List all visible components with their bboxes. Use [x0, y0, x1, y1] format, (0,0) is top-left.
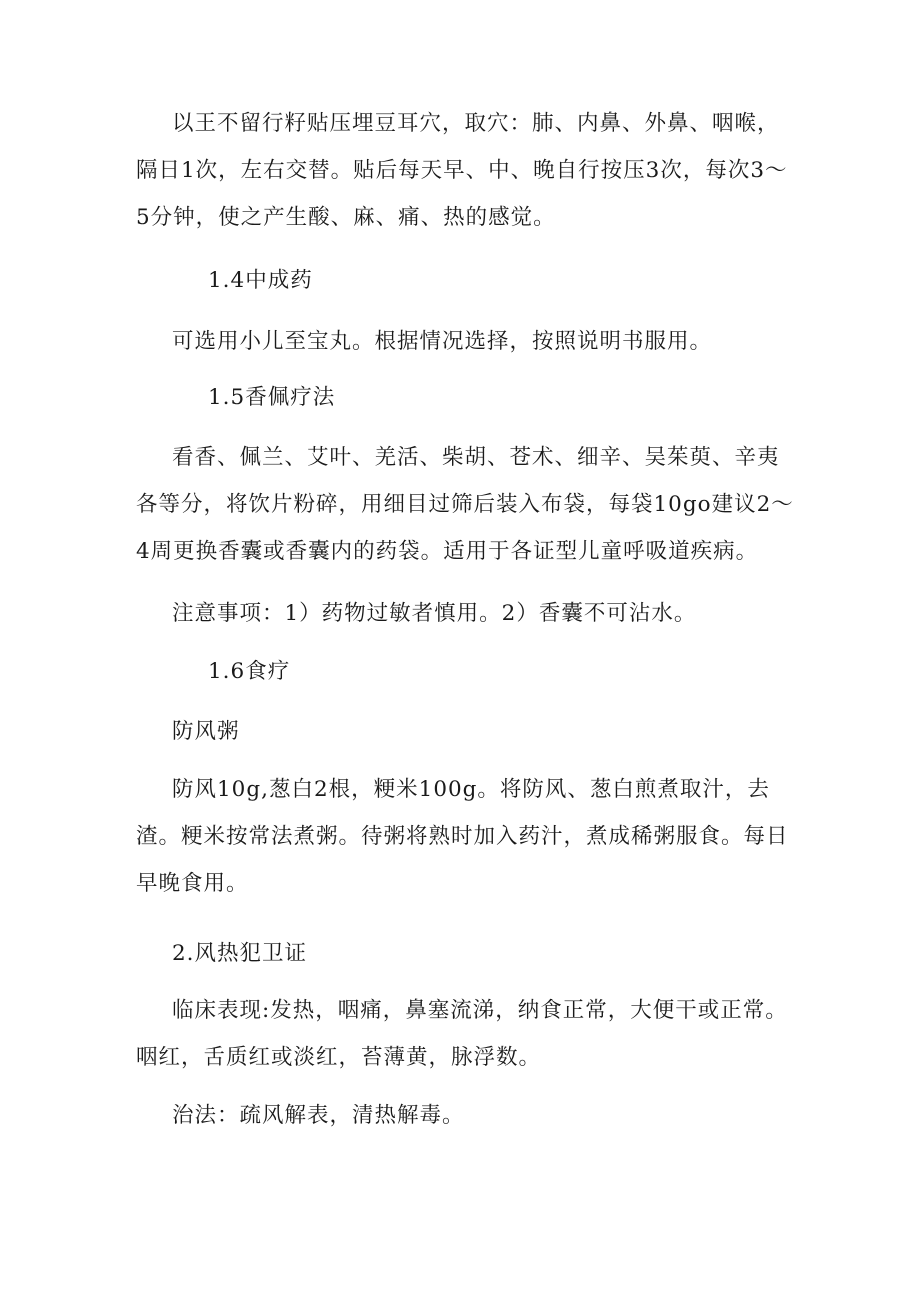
- ear-acupoint-paragraph: 以王不留行籽贴压埋豆耳穴，取穴：肺、内鼻、外鼻、咽喉，隔日1次，左右交替。贴后每天早、中、晚自行按压3次，每次3～5分钟，使之产生酸、麻、痛、热的感觉。: [136, 111, 788, 230]
- section-number: 1.5: [208, 385, 246, 410]
- section-title: 食疗: [245, 659, 291, 684]
- section-heading-2: 2.风热犯卫证: [172, 941, 308, 966]
- section-heading-1-4: [136, 257, 796, 304]
- patent-medicine-paragraph: 可选用小儿至宝丸。根据情况选择，按照说明书服用。: [172, 329, 713, 354]
- recipe-title: 防风粥: [172, 719, 240, 744]
- clinical-manifestation-paragraph: 临床表现:发热，咽痛，鼻塞流涕，纳食正常，大便干或正常。咽红，舌质红或淡红，苔薄黄，脉浮数。: [136, 998, 788, 1070]
- section-number: 1.6: [208, 659, 246, 684]
- section-heading-1-6: [136, 648, 796, 695]
- precautions-paragraph: 注意事项：1）药物过敏者慎用。2）香囊不可沾水。: [172, 601, 697, 626]
- section-number: 1.4: [208, 268, 246, 293]
- recipe-paragraph: 防风10g,葱白2根，粳米100g。将防风、葱白煎煮取汁，去渣。粳米按常法煮粥。待粥将熟时加入药汁，煮成稀粥服食。每日早晚食用。: [136, 777, 789, 896]
- treatment-principle-paragraph: 治法：疏风解表，清热解毒。: [172, 1103, 465, 1128]
- section-title: 香佩疗法: [245, 385, 336, 410]
- sachet-therapy-paragraph: 看香、佩兰、艾叶、羌活、柴胡、苍术、细辛、吴茱萸、辛夷各等分，将饮片粉碎，用细目过筛后装入布袋，每袋10go建议2～4周更换香囊或香囊内的药袋。适用于各证型儿童呼吸道疾病。: [136, 445, 794, 564]
- section-title: 中成药: [245, 268, 313, 293]
- section-heading-1-5: [136, 374, 796, 421]
